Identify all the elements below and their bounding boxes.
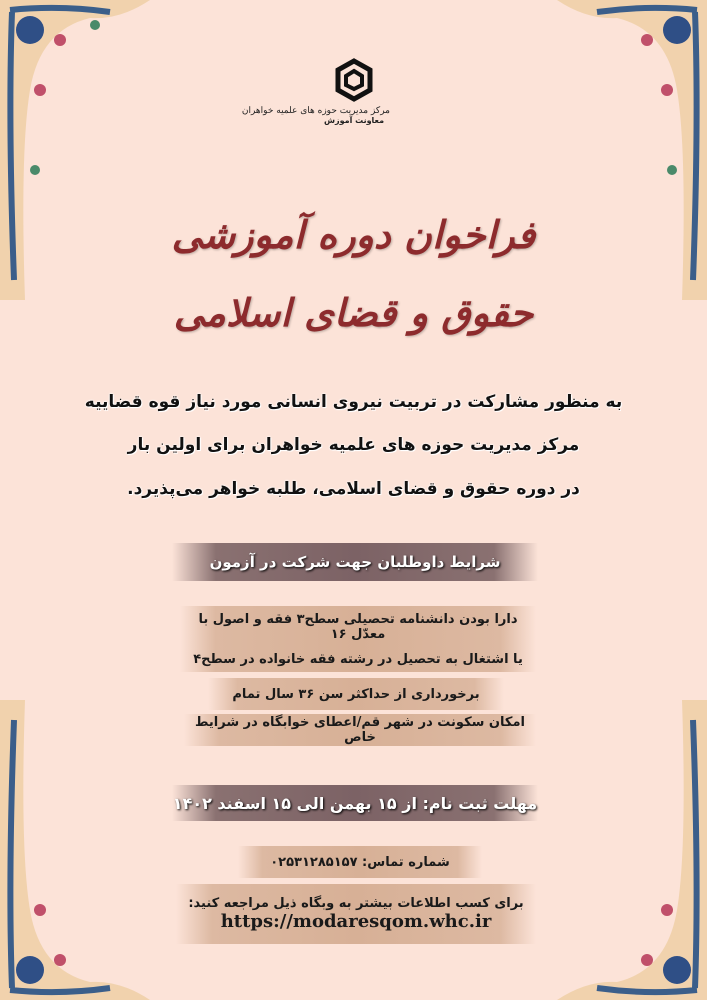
contact-phone: شماره تماس: ۰۲۵۳۱۲۸۵۱۵۷ <box>238 846 482 878</box>
intro-line-3: در دوره حقوق و قضای اسلامی، طلبه خواهر می‌پذیرد. <box>127 479 580 499</box>
condition-text: دارا بودن دانشنامه تحصیلی سطح۳ فقه و اصول با معدّل ۱۶ <box>198 611 518 642</box>
hexagon-logo-icon <box>332 58 376 102</box>
title-line-1: فراخوان دوره آموزشی <box>171 212 536 257</box>
logo-org-name: مرکز مدیریت حوزه های علمیه خواهران <box>241 106 390 116</box>
conditions-heading: شرایط داوطلبان جهت شرکت در آزمون <box>172 543 538 581</box>
logo-dept-name: معاونت آموزش <box>323 116 385 125</box>
condition-item-2: برخورداری از حداکثر سن ۳۶ سال تمام <box>208 678 504 710</box>
floral-ornament-bottom-left <box>0 700 150 1000</box>
floral-ornament-bottom-right <box>557 700 707 1000</box>
organization-logo <box>241 58 390 125</box>
condition-text: یا اشتغال به تحصیل در رشته فقه خانواده در سطح۴ <box>193 651 523 667</box>
intro-line-1: به منظور مشارکت در تربیت نیروی انسانی مورد نیاز قوه قضاییه <box>84 392 623 412</box>
condition-item-1 <box>180 606 536 672</box>
intro-line-2: مرکز مدیریت حوزه های علمیه خواهران برای اولین بار <box>127 435 580 455</box>
title-line-2: حقوق و قضای اسلامی <box>173 290 534 335</box>
info-text: برای کسب اطلاعات بیشتر به وبگاه ذیل مراجعه کنید: <box>188 896 524 911</box>
contact-info <box>176 884 536 944</box>
condition-item-3: امکان سکونت در شهر قم/اعطای خوابگاه در شرایط خاص <box>184 714 536 746</box>
website-link[interactable]: https://modaresqom.whc.ir <box>220 911 492 932</box>
registration-deadline: مهلت ثبت نام: از ۱۵ بهمن الی ۱۵ اسفند ۱۴۰۲ <box>172 785 538 821</box>
